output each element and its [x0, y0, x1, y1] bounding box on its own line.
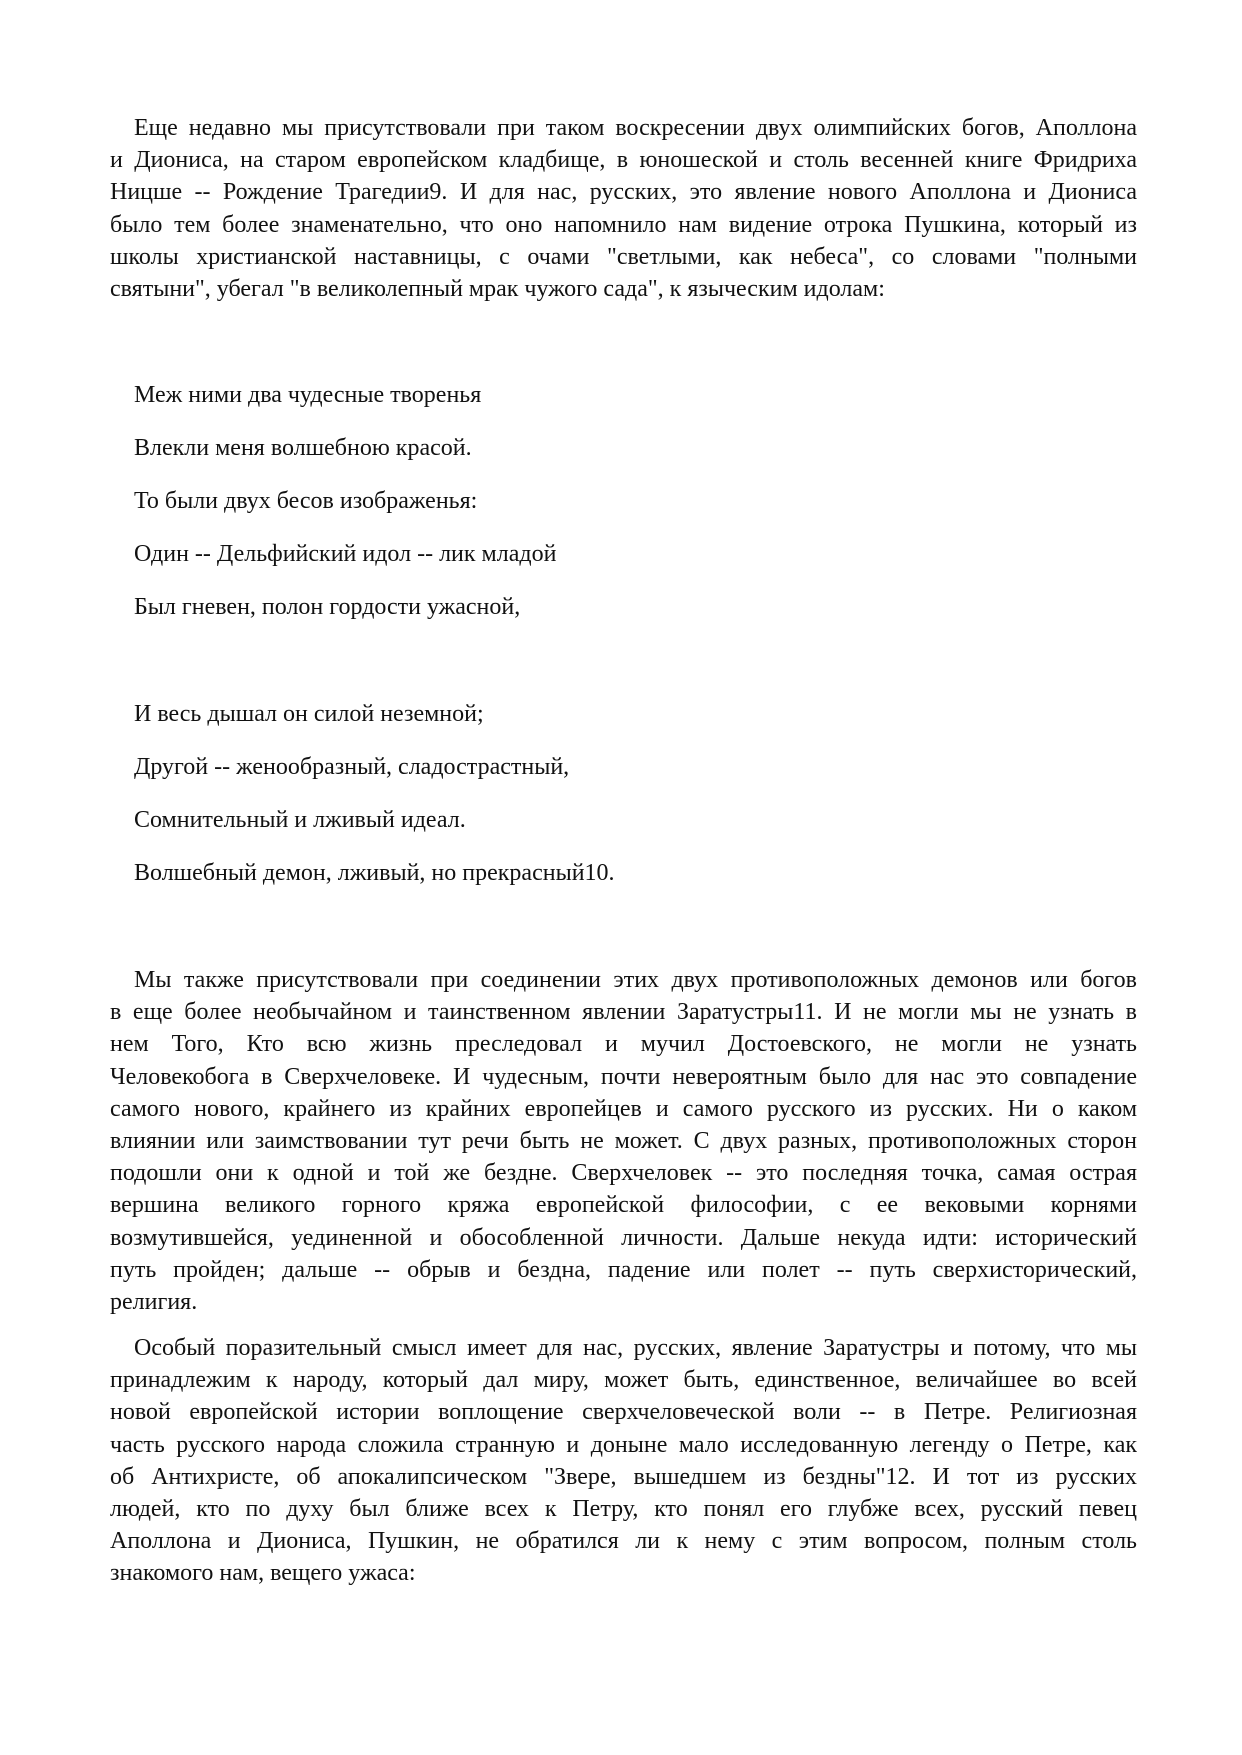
paragraph-line: об Антихристе, об апокалипсическом "Звере, вышедшем из бездны"12. И тот из русских	[110, 1463, 1137, 1490]
paragraph-line: было тем более знаменательно, что оно напомнило нам видение отрока Пушкина, который из	[110, 211, 1137, 238]
paragraph-line: возмутившейся, уединенной и обособленной личности. Дальше некуда идти: исторический	[110, 1224, 1137, 1251]
paragraph-line: Человекобога в Сверхчеловеке. И чудесным, почти невероятным было для нас это совпадение	[110, 1063, 1137, 1090]
paragraph-line: часть русского народа сложила странную и доныне мало исследованную легенду о Петре, как	[110, 1431, 1137, 1458]
verse-line: Волшебный демон, лживый, но прекрасный10.	[134, 860, 615, 886]
paragraph-line: вершина великого горного кряжа европейской философии, с ее вековыми корнями	[110, 1192, 1137, 1219]
paragraph-line: людей, кто по духу был ближе всех к Петру, кто понял его глубже всех, русский певец	[110, 1496, 1137, 1522]
verse-line: То были двух бесов изображенья:	[134, 488, 478, 514]
paragraph-line: Аполлона и Диониса, Пушкин, не обратился ли к нему с этим вопросом, полным столь	[110, 1528, 1137, 1555]
paragraph-line: Особый поразительный смысл имеет для нас, русских, явление Заратустры и потому, что мы	[134, 1335, 1137, 1361]
paragraph-line: Ницше -- Рождение Трагедии9. И для нас, русских, это явление нового Аполлона и Диониса	[110, 179, 1137, 206]
paragraph-line: новой европейской истории воплощение сверхчеловеческой воли -- в Петре. Религиозная	[110, 1399, 1137, 1426]
paragraph-line: путь пройден; дальше -- обрыв и бездна, падение или полет -- путь сверхисторический,	[110, 1256, 1137, 1283]
paragraph-line: самого нового, крайнего из крайних европейцев и самого русского из русских. Ни о каком	[110, 1095, 1137, 1122]
verse-line: Один -- Дельфийский идол -- лик младой	[134, 541, 557, 567]
paragraph-line: Еще недавно мы присутствовали при таком воскресении двух олимпийских богов, Аполлона	[134, 115, 1137, 141]
paragraph-line: религия.	[110, 1289, 198, 1315]
paragraph-line: подошли они к одной и той же бездне. Сверхчеловек -- это последняя точка, самая острая	[110, 1160, 1137, 1187]
verse-line: Другой -- женообразный, сладострастный,	[134, 754, 570, 780]
paragraph-line: в еще более необычайном и таинственном явлении Заратустры11. И не могли мы не узнать в	[110, 999, 1137, 1026]
verse-line: Меж ними два чудесные творенья	[134, 382, 482, 408]
paragraph-line: святыни", убегал "в великолепный мрак чужого сада", к языческим идолам:	[110, 276, 885, 302]
paragraph-line: Мы также присутствовали при соединении этих двух противоположных демонов или богов	[134, 967, 1137, 993]
paragraph-line: знакомого нам, вещего ужаса:	[110, 1560, 416, 1587]
paragraph-line: и Диониса, на старом европейском кладбище, в юношеской и столь весенней книге Фридриха	[110, 147, 1137, 174]
verse-line: Был гневен, полон гордости ужасной,	[134, 594, 521, 620]
paragraph-line: принадлежим к народу, который дал миру, может быть, единственное, величайшее во всей	[110, 1367, 1137, 1394]
verse-line: Влекли меня волшебною красой.	[134, 435, 472, 461]
paragraph-line: нем Того, Кто всю жизнь преследовал и мучил Достоевского, не могли не узнать	[110, 1031, 1137, 1058]
paragraph-line: влиянии или заимствовании тут речи быть не может. С двух разных, противоположных сторон	[110, 1128, 1137, 1154]
verse-line: И весь дышал он силой неземной;	[134, 701, 484, 727]
paragraph-line: школы христианской наставницы, с очами "светлыми, как небеса", со словами "полными	[110, 243, 1137, 270]
verse-line: Сомнительный и лживый идеал.	[134, 807, 466, 833]
